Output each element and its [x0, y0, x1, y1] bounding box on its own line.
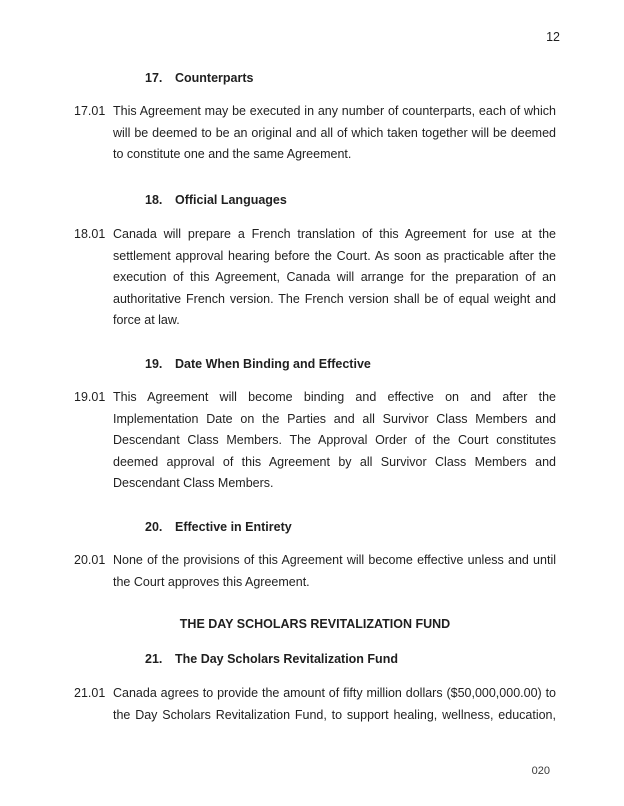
clause-line: to constitute one and the same Agreement. — [113, 147, 352, 161]
clause-line: will be deemed to be an original and all of which taken together will be deemed — [113, 125, 556, 140]
clause-line: This Agreement may be executed in any number of counterparts, each of which — [113, 104, 556, 118]
clause-line: authoritative French version. The French version shall be of equal weight and — [113, 291, 556, 306]
section-heading-21 — [145, 649, 398, 671]
section-title-20: Effective in Entirety — [175, 520, 292, 534]
clause-number-18-01: 18.01 — [74, 227, 106, 241]
page-number: 12 — [546, 30, 560, 44]
section-heading-17 — [145, 68, 253, 90]
clause-text-19-01 — [113, 387, 556, 495]
clause-line: the Court approves this Agreement. — [113, 574, 310, 589]
part-heading-revitalization-fund: THE DAY SCHOLARS REVITALIZATION FUND — [179, 617, 451, 631]
section-number-21: 21. — [145, 652, 163, 666]
clause-line: the Day Scholars Revitalization Fund, to support healing, wellness, education, — [113, 707, 556, 722]
section-number-17: 17. — [145, 71, 163, 85]
clause-line: None of the provisions of this Agreement will become effective unless and until — [113, 553, 556, 567]
clause-number-17-01: 17.01 — [74, 104, 106, 118]
clause-line: This Agreement will become binding and effective on and after the — [113, 390, 556, 404]
section-heading-18 — [145, 190, 287, 212]
clause-line: Canada agrees to provide the amount of fifty million dollars ($50,000,000.00) to — [113, 686, 556, 700]
clause-line: deemed approval of this Agreement by all Survivor Class Members and — [113, 454, 556, 469]
section-number-18: 18. — [145, 193, 163, 207]
clause-text-17-01 — [113, 101, 556, 166]
clause-line: settlement approval hearing before the Court. As soon as practicable after the — [113, 248, 556, 263]
clause-number-20-01: 20.01 — [74, 553, 106, 567]
clause-text-20-01 — [113, 550, 556, 593]
clause-text-21-01 — [113, 683, 556, 726]
clause-line: Descendant Class Members. The Approval Order of the Court constitutes — [113, 433, 556, 447]
clause-19-01 — [74, 387, 556, 495]
footer-document-number: 020 — [531, 765, 550, 777]
clause-text-18-01 — [113, 224, 556, 332]
section-number-20: 20. — [145, 520, 163, 534]
section-title-19: Date When Binding and Effective — [175, 357, 371, 371]
clause-18-01 — [74, 224, 556, 332]
section-heading-19 — [145, 354, 371, 376]
clause-number-19-01: 19.01 — [74, 390, 106, 404]
clause-17-01 — [74, 101, 556, 166]
clause-number-21-01: 21.01 — [74, 686, 106, 700]
clause-line: force at law. — [113, 313, 180, 327]
clause-20-01 — [74, 550, 556, 593]
section-number-19: 19. — [145, 357, 163, 371]
section-title-21: The Day Scholars Revitalization Fund — [175, 652, 398, 666]
section-title-18: Official Languages — [175, 193, 287, 207]
clause-21-01 — [74, 683, 556, 726]
clause-line: Canada will prepare a French translation of this Agreement for use at the — [113, 227, 556, 241]
clause-line: Implementation Date on the Parties and all Survivor Class Members and — [113, 411, 556, 426]
section-title-17: Counterparts — [175, 71, 254, 85]
section-heading-20 — [145, 517, 292, 539]
clause-line: execution of this Agreement, Canada will arrange for the preparation of an — [113, 270, 556, 284]
clause-line: Descendant Class Members. — [113, 476, 274, 490]
